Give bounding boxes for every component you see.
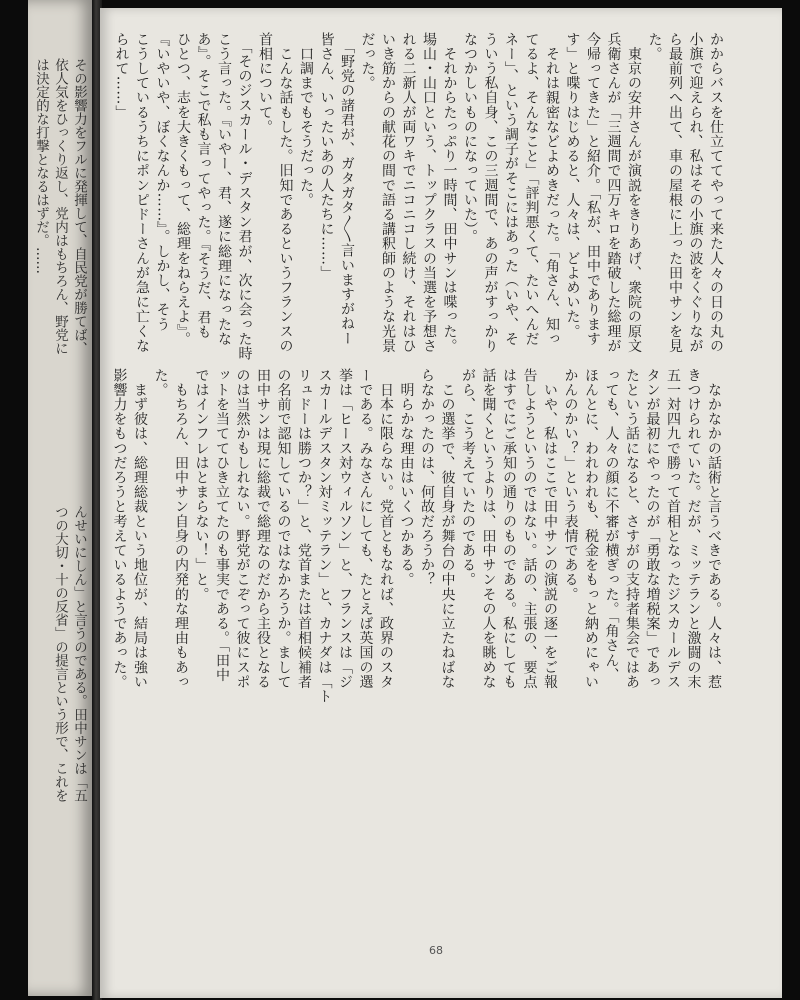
text-line: なつかしいものになっていた）。 bbox=[462, 32, 478, 244]
text-line: ではインフレはとまらない！」と。 bbox=[193, 368, 210, 602]
text-line: こんな話もした。旧知であるというフランスの bbox=[277, 32, 294, 354]
text-line: なかなかの話術と言うべきである。人々は、惹 bbox=[706, 368, 722, 690]
text-line: っても、人々の顔に不審が横ぎった。「角さん、 bbox=[603, 368, 620, 683]
text-line: のは当然かもしれない。野党がこぞって彼にスポ bbox=[234, 368, 251, 690]
text-line: それからたっぷり一時間、田中サンは喋った。 bbox=[441, 32, 458, 354]
text-line: 場山・山口という、トップクラスの当選を予想さ bbox=[421, 32, 437, 354]
text-line: たという話になると、さすがの支持者集会ではあ bbox=[624, 368, 640, 690]
text-line: れる二新人が両ワキでニコニコし続け、それはひ bbox=[400, 32, 417, 354]
left-page-line: は決定的な打撃となるはずだ。…… bbox=[33, 58, 49, 274]
text-line: てるよ、そんなこと」「評判悪くて、たいへんだ bbox=[523, 32, 540, 347]
text-line: かからバスを仕立ててやって来た人々の日の丸の bbox=[708, 32, 724, 354]
text-line: 影響力をもつだろうと考えているようであった。 bbox=[111, 368, 128, 690]
text-line: 日本に限らない。党首ともなれば、政界のスタ bbox=[378, 368, 394, 690]
text-line: た。 bbox=[646, 32, 663, 62]
text-line: られて……」 bbox=[113, 32, 130, 120]
text-block-lower bbox=[109, 368, 724, 704]
text-line: す」と喋りはじめると、人々は、どよめいた。 bbox=[564, 32, 581, 339]
text-line: 告しようというのではない。話の、主張の、要点 bbox=[521, 368, 538, 690]
text-line: かんのかい？」という表情である。 bbox=[562, 368, 579, 602]
text-line: いや、私はここで田中サンの演説の逐一をご報 bbox=[542, 368, 558, 690]
text-line: 話を聞くというよりは、田中サンその人を眺めな bbox=[480, 368, 497, 690]
text-line: 「野党の諸君が、ガタガタ〳〵言いますがねー bbox=[339, 32, 355, 346]
text-line: まず彼は、総理総裁という地位が、結局は強い bbox=[132, 368, 148, 690]
text-line: 田中サンは現に総裁で総理なのだから主役となる bbox=[255, 368, 271, 690]
text-line: た。 bbox=[152, 368, 169, 398]
text-line: 今帰ってきた」と紹介。「私が、田中であります bbox=[585, 32, 601, 347]
text-line: ういう私自身、この三週間で、あの声がすっかり bbox=[482, 32, 499, 354]
text-block-upper bbox=[111, 32, 726, 362]
text-line: の名前で認知しているのではなかろうか。まして bbox=[275, 368, 292, 690]
text-line: きつけられていた。だが、ミッテランと激闘の末 bbox=[685, 368, 702, 690]
text-line: この選挙で、彼自身が舞台の中央に立たねばな bbox=[439, 368, 456, 690]
text-line: もちろん、田中サン自身の内発的な理由もあっ bbox=[173, 368, 189, 690]
text-line: リュドーは勝つか？」と、党首または首相候補者 bbox=[296, 368, 312, 690]
text-line: 五一対四九で勝って首相となったジスカールデス bbox=[665, 368, 681, 690]
left-page-line: つの大切・十の反省」の提言という形で、これを bbox=[52, 505, 68, 802]
text-line: 首相について。 bbox=[257, 32, 273, 135]
text-line: スカールデスタン対ミッテラン」と、カナダは「ト bbox=[316, 368, 333, 704]
text-line: ほんとに、われわれも、税金をもっと納めにゃい bbox=[583, 368, 599, 690]
text-line: 兵衛さんが「三週間で四万キロを踏破した総理が bbox=[605, 32, 622, 354]
text-line: ネー」、という調子がそこにはあった（いや、そ bbox=[503, 32, 519, 347]
text-line: がら、こう考えていたのである。 bbox=[460, 368, 476, 587]
left-page-line: んせいにしん」と言うのである。田中サンは「五 bbox=[71, 505, 87, 802]
text-line: 東京の安井さんが演説をきりあげ、衆院の原文 bbox=[626, 32, 642, 354]
text-line: あ』。そこで私も言ってやった。『そうだ、君も bbox=[195, 32, 212, 340]
text-line: いき筋からの献花の間で語る講釈師のような光景 bbox=[380, 32, 396, 354]
left-page-line: その影響力をフルに発揮して、自民党が勝てば、 bbox=[71, 58, 87, 355]
text-line: ーである。みなさんにしても、たとえば英国の選 bbox=[357, 368, 374, 690]
text-line: ットを当ててひき立てたのも事実である。「田中 bbox=[214, 368, 230, 683]
text-line: 挙は「ヒース対ウィルソン」と、フランスは「ジ bbox=[337, 368, 353, 690]
text-line: はすでにご承知の通りのものである。私にしても bbox=[501, 368, 517, 690]
text-line: こう言った。『いやー、君、遂に総理になったな bbox=[216, 32, 232, 347]
text-line: だった。 bbox=[359, 32, 376, 91]
text-line: タンが最初にやったのが「勇敢な増税案」であっ bbox=[644, 368, 661, 690]
left-page-edge bbox=[28, 0, 94, 996]
text-line: 口調までもそうだった。 bbox=[298, 32, 314, 208]
right-page bbox=[100, 8, 782, 998]
page-number: 68 bbox=[429, 944, 443, 957]
text-line: 皆さん、いったいあの人たちに……」 bbox=[318, 32, 335, 281]
text-line: 「そのジスカール・デスタン君が、次に会った時 bbox=[236, 32, 253, 361]
left-page-line: 依人気をひっくり返し、党内はもちろん、野党に bbox=[52, 58, 68, 355]
text-line: それは親密などよめきだった。「角さん、知っ bbox=[544, 32, 560, 347]
text-line: ら最前列へ出て、車の屋根に上った田中サンを見 bbox=[667, 32, 683, 354]
text-line: らなかったのは、何故だろうか？ bbox=[419, 368, 435, 587]
text-line: 『いやいや、ぼくなんか……』。しかし、そう bbox=[154, 32, 171, 332]
text-line: ひとつ、志を大きくもって、総理をねらえよ』。 bbox=[175, 32, 191, 347]
text-line: 小旗で迎えられ、私はその小旗の波をくぐりなが bbox=[687, 32, 704, 354]
text-line: こうしているうちにポンピドーさんが急に亡くな bbox=[134, 32, 150, 354]
text-line: 明らかな理由はいくつかある。 bbox=[398, 368, 415, 587]
